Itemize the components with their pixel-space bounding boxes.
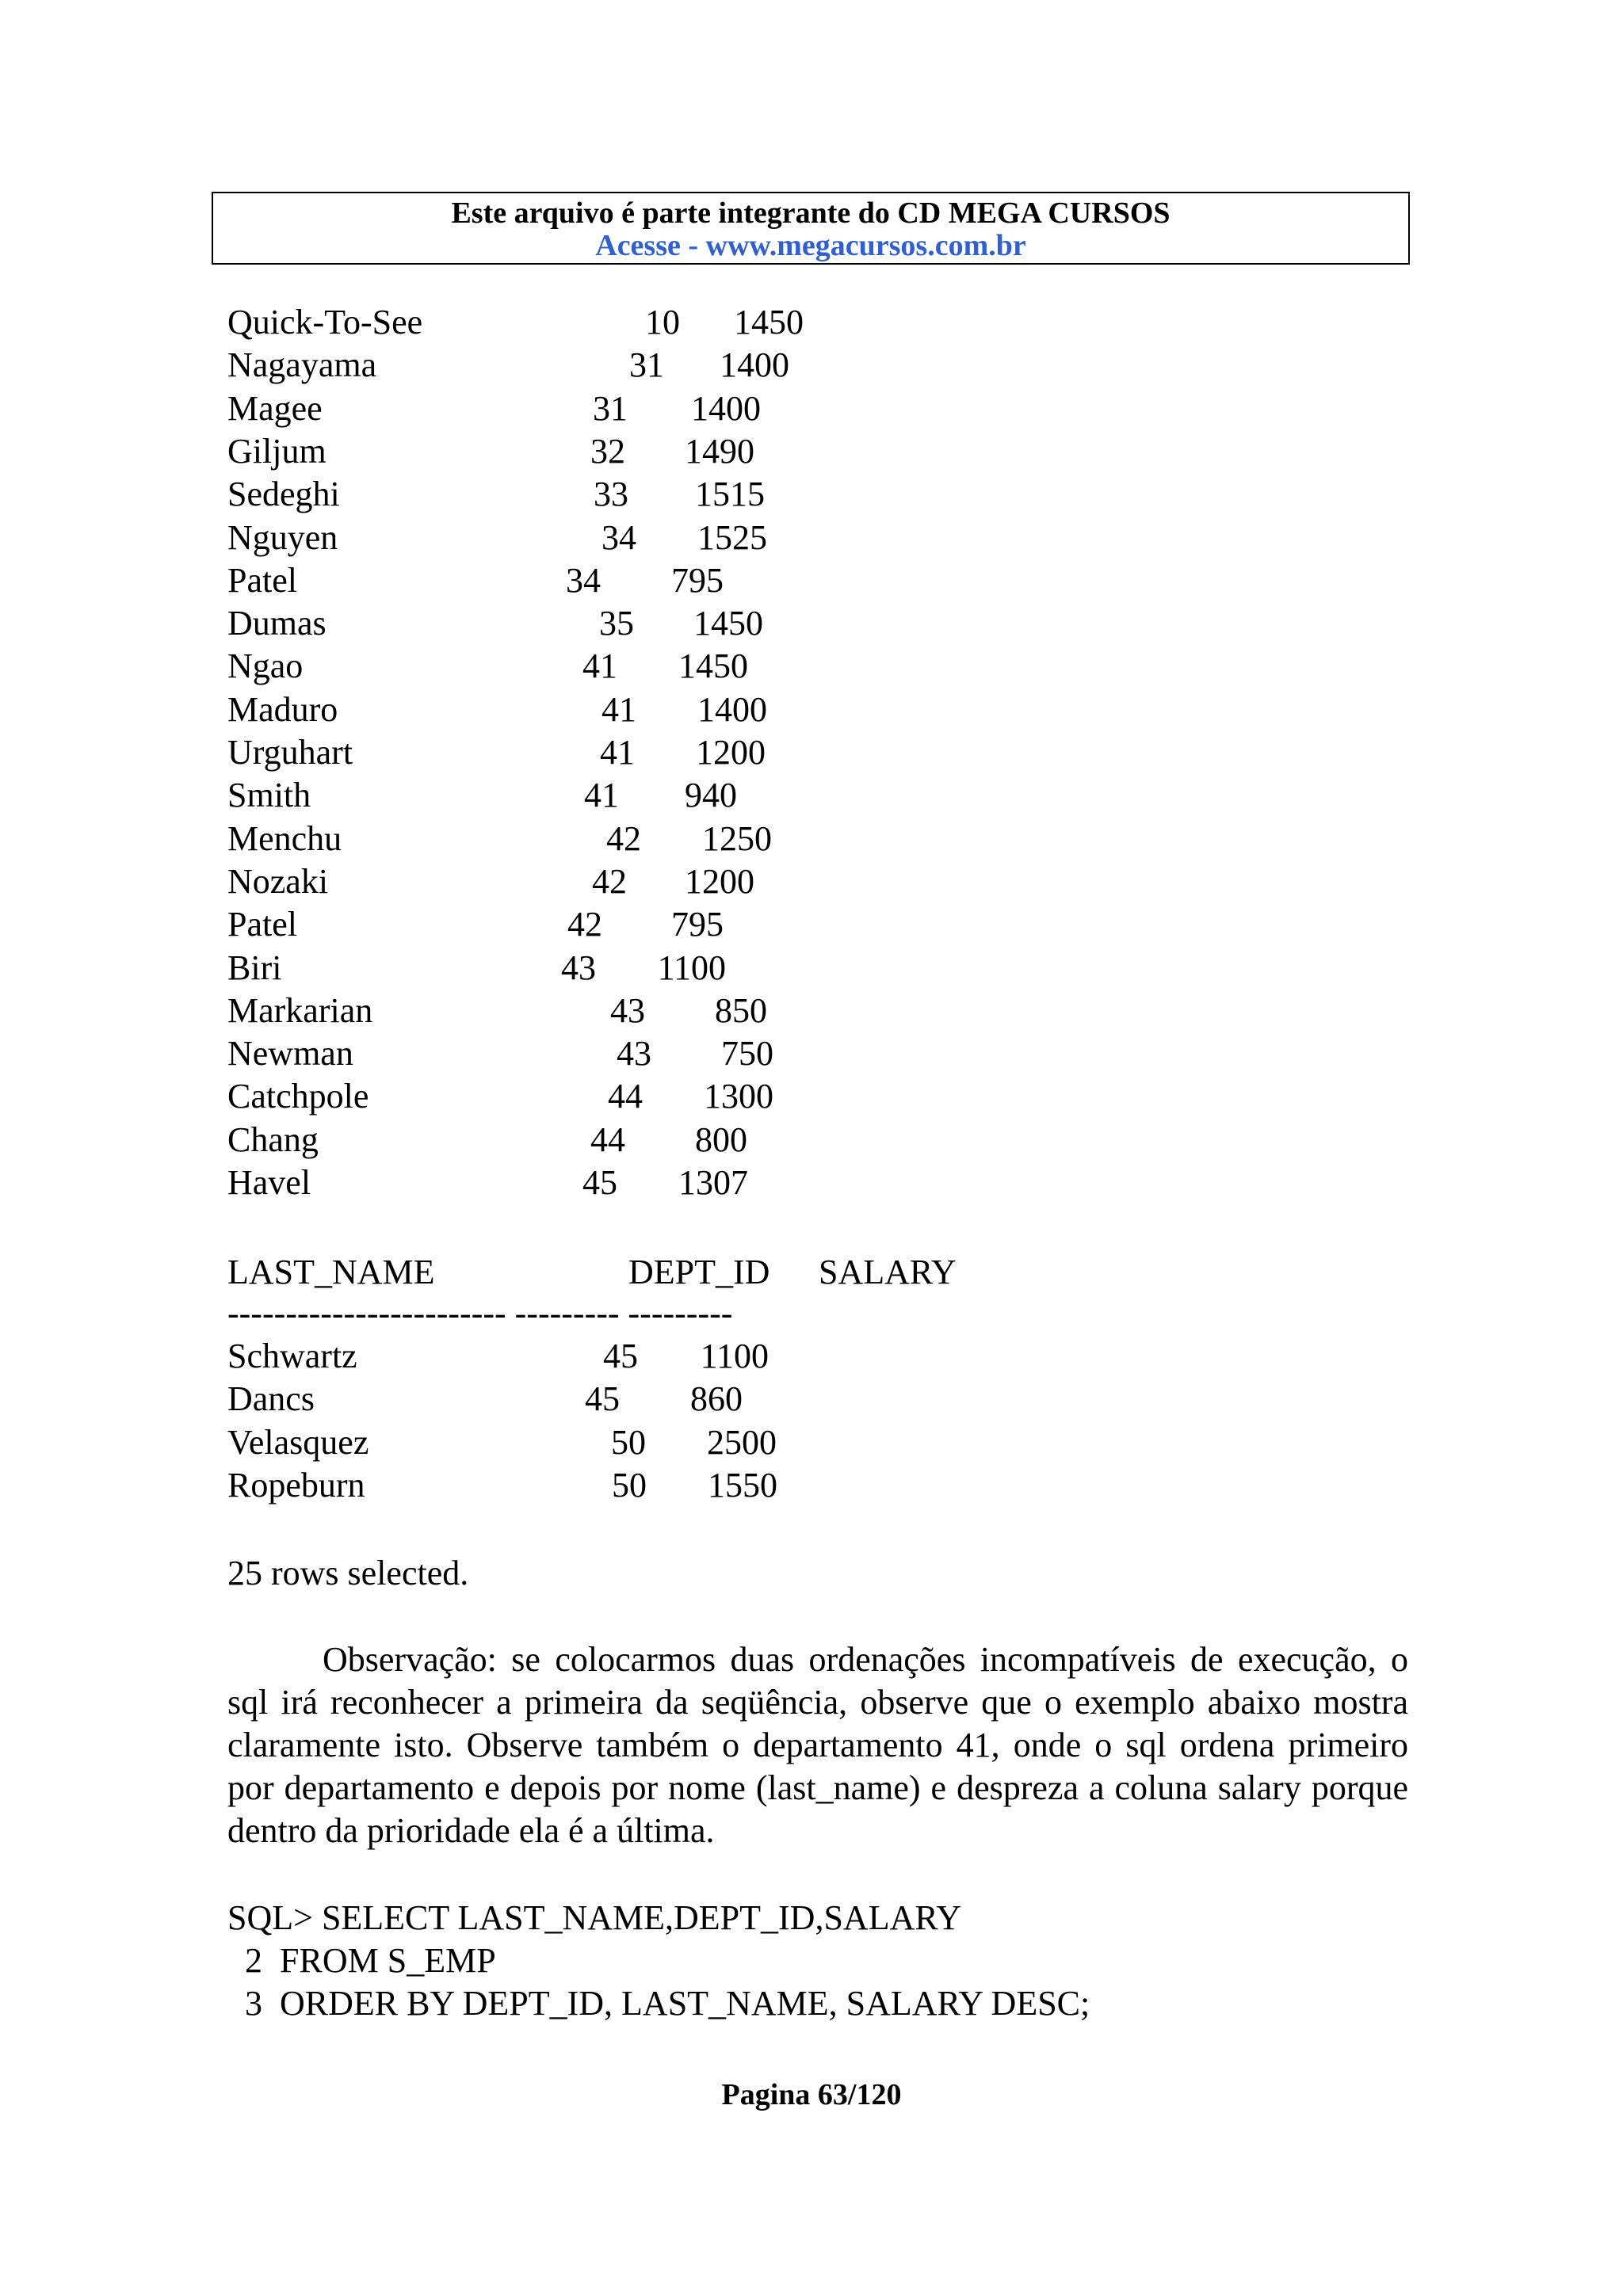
row-dept-id: 42 [592, 862, 627, 901]
row-salary: 750 [721, 1034, 773, 1073]
row-dept-id: 45 [603, 1337, 638, 1375]
row-dept-id: 10 [645, 303, 680, 341]
row-last-name: Dumas [227, 604, 327, 643]
row-dept-id: 41 [600, 733, 635, 772]
row-dept-id: 31 [593, 389, 628, 428]
rows-selected-text: 25 rows selected. [227, 1554, 469, 1592]
row-salary: 1400 [720, 345, 789, 384]
row-last-name: Giljum [227, 432, 327, 471]
row-salary: 1100 [700, 1337, 769, 1375]
header-banner [212, 192, 1410, 265]
column-header-dept-id: DEPT_ID [628, 1253, 770, 1291]
row-dept-id: 42 [606, 819, 641, 858]
row-last-name: Smith [227, 776, 311, 814]
row-last-name: Patel [227, 561, 297, 600]
row-last-name: Newman [227, 1034, 353, 1073]
row-salary: 1515 [695, 475, 765, 513]
row-dept-id: 43 [617, 1034, 651, 1073]
row-dept-id: 45 [582, 1163, 617, 1202]
sql-line-1: SQL> SELECT LAST_NAME,DEPT_ID,SALARY [227, 1898, 962, 1937]
observation-text: Observação: se colocarmos duas ordenações incompatíveis de execução, o sql irá reconhecer a primeira da seqüência, observe que o exemplo abaixo mostra claramente isto. Observe também o departamento 41, onde o sql ordena primeiro por departamento e depois por nome (last_name) e despreza a coluna salary porque dentro da prioridade ela é a última. [227, 1640, 1408, 1850]
row-dept-id: 41 [584, 776, 619, 814]
row-last-name: Markarian [227, 991, 373, 1030]
row-last-name: Nagayama [227, 345, 377, 384]
column-header-last-name: LAST_NAME [227, 1253, 435, 1291]
row-salary: 1525 [697, 518, 767, 557]
row-dept-id: 35 [599, 604, 634, 643]
row-last-name: Patel [227, 905, 297, 944]
page-number: Pagina 63/120 [721, 2078, 902, 2111]
row-salary: 800 [695, 1120, 747, 1159]
row-dept-id: 33 [594, 475, 628, 513]
row-salary: 1100 [657, 948, 726, 987]
row-dept-id: 32 [590, 432, 625, 471]
row-last-name: Maduro [227, 690, 338, 729]
row-dept-id: 34 [601, 518, 636, 557]
row-salary: 1550 [708, 1466, 777, 1505]
row-dept-id: 45 [585, 1379, 620, 1418]
row-last-name: Sedeghi [227, 475, 340, 513]
row-salary: 850 [715, 991, 767, 1030]
row-last-name: Magee [227, 389, 323, 428]
row-last-name: Ropeburn [227, 1466, 365, 1505]
row-last-name: Catchpole [227, 1077, 369, 1116]
row-salary: 1200 [696, 733, 766, 772]
row-salary: 1307 [678, 1163, 748, 1202]
row-last-name: Havel [227, 1163, 311, 1202]
row-salary: 1200 [685, 862, 754, 901]
row-salary: 1450 [693, 604, 763, 643]
row-salary: 940 [685, 776, 737, 814]
row-dept-id: 34 [566, 561, 601, 600]
row-last-name: Chang [227, 1120, 319, 1159]
row-last-name: Urguhart [227, 733, 353, 772]
row-last-name: Ngao [227, 646, 304, 685]
row-last-name: Quick-To-See [227, 303, 423, 341]
row-salary: 795 [671, 905, 724, 944]
observation-paragraph [227, 1638, 1408, 1852]
row-dept-id: 42 [567, 905, 602, 944]
row-dept-id: 50 [612, 1466, 647, 1505]
row-salary: 795 [671, 561, 724, 600]
sql-line-2: 2 FROM S_EMP [227, 1941, 496, 1980]
row-dept-id: 31 [629, 345, 664, 384]
row-dept-id: 43 [610, 991, 645, 1030]
row-salary: 1400 [697, 690, 767, 729]
column-separator: ------------------------ --------- --------- [227, 1294, 733, 1333]
row-salary: 1450 [678, 646, 748, 685]
row-last-name: Menchu [227, 819, 342, 858]
sql-line-3: 3 ORDER BY DEPT_ID, LAST_NAME, SALARY DESC; [227, 1984, 1090, 2023]
row-last-name: Velasquez [227, 1423, 369, 1462]
row-dept-id: 44 [608, 1077, 643, 1116]
row-last-name: Biri [227, 948, 282, 987]
row-salary: 1490 [685, 432, 754, 471]
row-last-name: Nozaki [227, 862, 329, 901]
row-last-name: Schwartz [227, 1337, 357, 1375]
column-header-salary: SALARY [819, 1253, 957, 1291]
row-last-name: Dancs [227, 1379, 315, 1418]
row-salary: 1300 [704, 1077, 773, 1116]
row-salary: 1250 [702, 819, 772, 858]
row-dept-id: 43 [561, 948, 596, 987]
row-dept-id: 41 [582, 646, 617, 685]
row-last-name: Nguyen [227, 518, 338, 557]
header-link[interactable]: Acesse - www.megacursos.com.br [595, 229, 1026, 262]
row-salary: 2500 [707, 1423, 777, 1462]
row-salary: 1400 [691, 389, 761, 428]
row-salary: 1450 [734, 303, 804, 341]
row-dept-id: 50 [611, 1423, 646, 1462]
row-salary: 860 [690, 1379, 743, 1418]
row-dept-id: 41 [601, 690, 636, 729]
row-dept-id: 44 [590, 1120, 625, 1159]
header-title: Este arquivo é parte integrante do CD MEGA CURSOS [451, 196, 1170, 230]
